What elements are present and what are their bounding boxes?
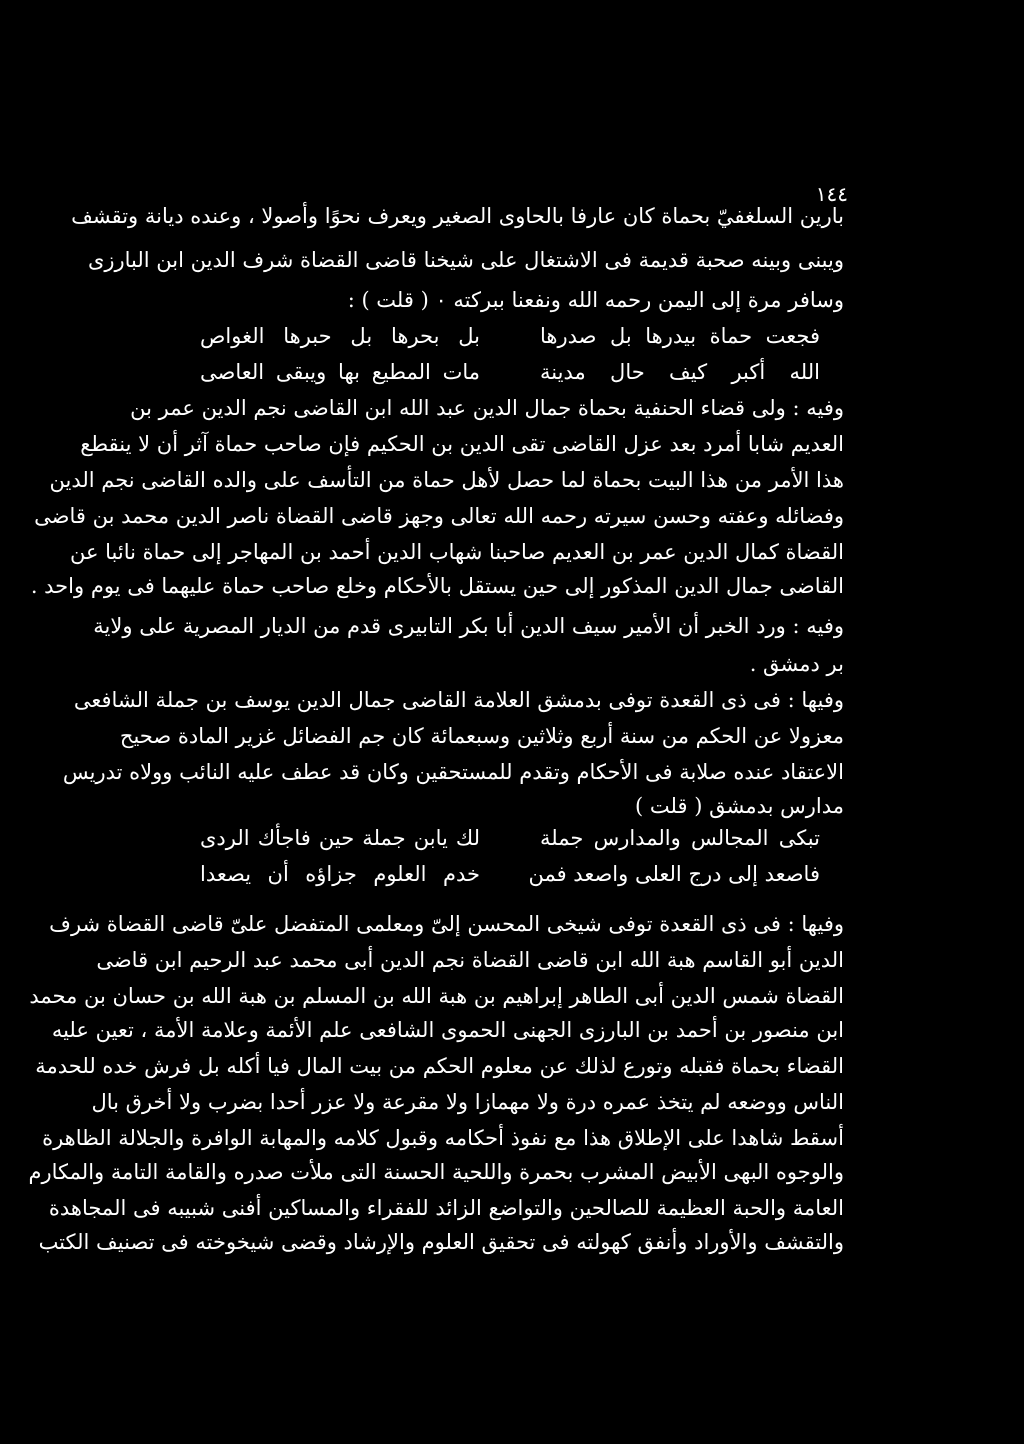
text-line: الدين أبو القاسم هبة الله ابن قاضى القضاة نجم الدين أبى محمد عبد الرحيم ابن قاضى (96, 948, 844, 972)
text-line: بر دمشق . (749, 652, 844, 676)
poem-verse (200, 318, 820, 354)
verse-first-hemistich: فاصعد إلى درج العلى واصعد فمن (528, 862, 820, 886)
verse-first-hemistich: تبكى المجالس والمدارس جملة (540, 826, 820, 850)
text-line: ابن منصور بن أحمد بن البارزى الجهنى الحموى الشافعى علم الأئمة وعلامة الأمة ، تعين عليه (51, 1018, 844, 1042)
text-line: مدارس بدمشق ( قلت ) (635, 794, 844, 818)
text-line: الناس ووضعه لم يتخذ عمره درة ولا مهمازا ولا مقرعة ولا عزر أحدا بضرب ولا أخرق بال (91, 1090, 844, 1114)
page-number: ١٤٤ (815, 182, 848, 206)
verse-first-hemistich: فجعت حماة بيدرها بل صدرها (540, 324, 820, 348)
text-line: القضاة شمس الدين أبى الطاهر إبراهيم بن هبة الله بن المسلم بن هبة الله بن حسان بن محمد (29, 984, 844, 1008)
verse-second-hemistich: بل بحرها بل حبرها الغواص (200, 324, 480, 348)
text-line: العديم شابا أمرد بعد عزل القاضى تقى الدين بن الحكيم فإن صاحب حماة آثر أن لا ينقطع (80, 432, 844, 456)
text-line: وفيه : ولى قضاء الحنفية بحماة جمال الدين عبد الله ابن القاضى نجم الدين عمر بن (130, 396, 844, 420)
text-line: وفيه : ورد الخبر أن الأمير سيف الدين أبا بكر التابيرى قدم من الديار المصرية على ولاية (93, 614, 844, 638)
text-line: والوجوه البهى الأبيض المشرب بحمرة واللحية الحسنة التى ملأت صدره والقامة التامة والمكارم (28, 1160, 844, 1184)
verse-first-hemistich: الله أكبر كيف حال مدينة (540, 360, 820, 384)
verse-second-hemistich: لك يابن جملة حين فاجأك الردى (200, 826, 480, 850)
text-line: بارين السلغفيّ بحماة كان عارفا بالحاوى الصغير ويعرف نحوًا وأصولا ، وعنده ديانة وتقشف (71, 204, 844, 228)
text-line: القضاة كمال الدين عمر بن العديم صاحبنا شهاب الدين أحمد بن المهاجر إلى حماة نائبا عن (69, 540, 844, 564)
text-line: وفيها : فى ذى القعدة توفى بدمشق العلامة القاضى جمال الدين يوسف بن جملة الشافعى (73, 688, 844, 712)
verse-second-hemistich: مات المطيع بها ويبقى العاصى (200, 360, 480, 384)
text-line: العامة والحبة العظيمة للصالحين والتواضع الزائد للفقراء والمساكين أفنى شبيبه فى المجاهدة (48, 1196, 844, 1220)
text-line: والتقشف والأوراد وأنفق كهولته فى تحقيق العلوم والإرشاد وقضى شيخوخته فى تصنيف الكتب (38, 1230, 844, 1254)
text-line: القاضى جمال الدين المذكور إلى حين يستقل بالأحكام وخلع صاحب حماة عليهما فى يوم واحد . (30, 574, 844, 598)
text-line: معزولا عن الحكم من سنة أربع وثلاثين وسبعمائة كان جم الفضائل غزير المادة صحيح (119, 724, 844, 748)
text-line: ويبنى وبينه صحبة قديمة فى الاشتغال على شيخنا قاضى القضاة شرف الدين ابن البارزى (87, 248, 844, 272)
poem-verse (200, 354, 820, 390)
poem-verse (200, 856, 820, 892)
poem-verse (200, 820, 820, 856)
text-line: وفيها : فى ذى القعدة توفى شيخى المحسن إلىّ ومعلمى المتفضل علىّ قاضى القضاة شرف (49, 912, 844, 936)
text-line: القضاء بحماة فقبله وتورع لذلك عن معلوم الحكم من بيت المال فيا أكله بل فرش خده للحدمة (35, 1054, 844, 1078)
verse-second-hemistich: خدم العلوم جزاؤه أن يصعدا (200, 862, 480, 886)
text-line: أسقط شاهدا على الإطلاق هذا مع نفوذ أحكامه وقبول كلامه والمهابة الوافرة والجلالة الظاهرة (42, 1126, 844, 1150)
text-line: هذا الأمر من هذا البيت بحماة لما حصل لأهل حماة من التأسف على والده القاضى نجم الدين (49, 468, 844, 492)
text-line: الاعتقاد عنده صلابة فى الأحكام وتقدم للمستحقين وكان قد عطف عليه النائب وولاه تدريس (62, 760, 844, 784)
text-line: وفضائله وعفته وحسن سيرته رحمه الله تعالى وجهز قاضى القضاة ناصر الدين محمد بن قاضى (34, 504, 844, 528)
text-line: وسافر مرة إلى اليمن رحمه الله ونفعنا ببركته ٠ ( قلت ) : (347, 288, 844, 312)
